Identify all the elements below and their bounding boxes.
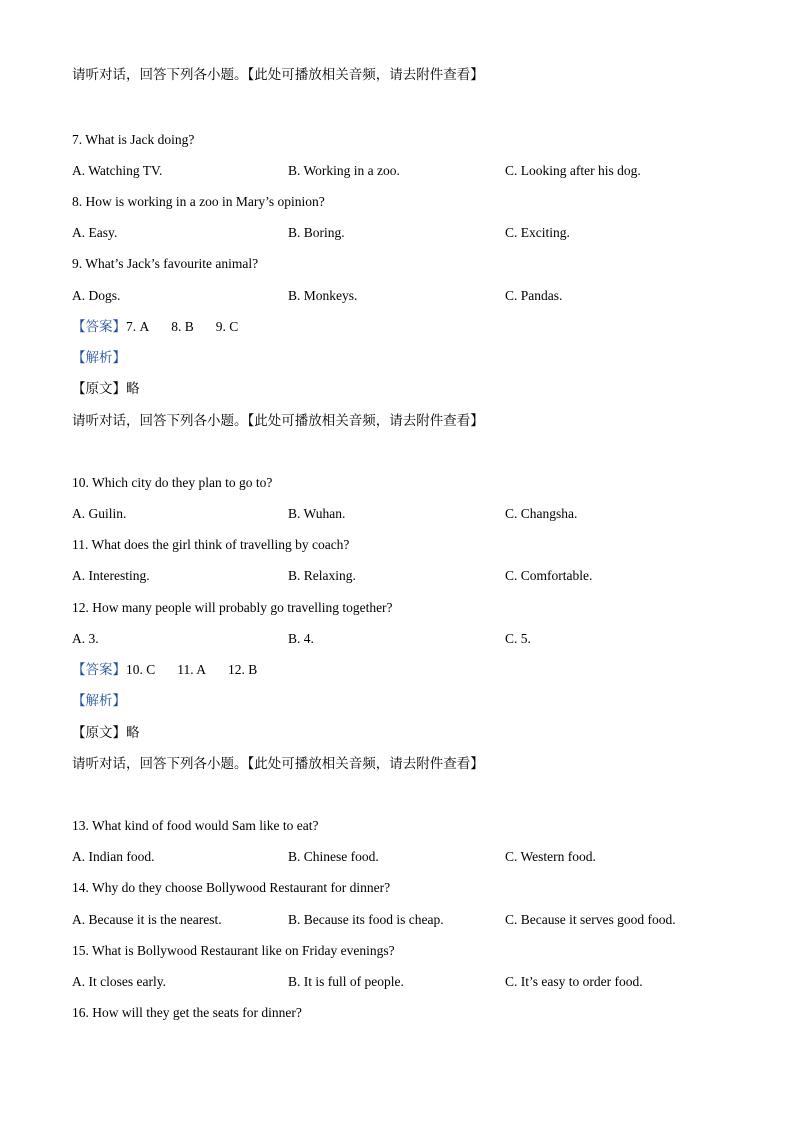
analysis-line-2 <box>72 692 126 710</box>
option-14c: C. Because it serves good food. <box>505 912 676 927</box>
option-13a: A. Indian food. <box>72 849 155 864</box>
option-7a: A. Watching TV. <box>72 163 163 178</box>
question-14: 14. Why do they choose Bollywood Restaurant for dinner? <box>72 880 391 895</box>
answer-line-2 <box>72 661 279 679</box>
option-9b: B. Monkeys. <box>288 288 358 303</box>
original-line-2 <box>72 724 140 742</box>
option-10a: A. Guilin. <box>72 506 127 521</box>
option-13c: C. Western food. <box>505 849 596 864</box>
option-11b: B. Relaxing. <box>288 568 356 583</box>
question-12: 12. How many people will probably go travelling together? <box>72 600 393 615</box>
original-label: 【原文】 <box>72 725 126 741</box>
answer-8: 8. B <box>171 319 194 334</box>
question-13: 13. What kind of food would Sam like to eat? <box>72 818 319 833</box>
question-9: 9. What’s Jack’s favourite animal? <box>72 256 259 271</box>
analysis-label: 【解析】 <box>72 350 126 366</box>
option-9a: A. Dogs. <box>72 288 121 303</box>
option-8c: C. Exciting. <box>505 225 570 240</box>
option-10b: B. Wuhan. <box>288 506 346 521</box>
option-15c: C. It’s easy to order food. <box>505 974 643 989</box>
answer-line-1 <box>72 318 260 336</box>
intro-instruction-3: 请听对话，回答下列各小题。【此处可播放相关音频，请去附件查看】 <box>72 756 484 772</box>
option-11a: A. Interesting. <box>72 568 150 583</box>
intro-instruction-2: 请听对话，回答下列各小题。【此处可播放相关音频，请去附件查看】 <box>72 413 484 429</box>
answer-10: 10. C <box>126 662 156 677</box>
option-7b: B. Working in a zoo. <box>288 163 400 178</box>
original-label: 【原文】 <box>72 381 126 397</box>
question-7: 7. What is Jack doing? <box>72 132 195 147</box>
answer-7: 7. A <box>126 319 150 334</box>
option-9c: C. Pandas. <box>505 288 563 303</box>
question-11: 11. What does the girl think of travelling by coach? <box>72 537 350 552</box>
option-7c: C. Looking after his dog. <box>505 163 641 178</box>
option-10c: C. Changsha. <box>505 506 578 521</box>
original-line-1 <box>72 380 140 398</box>
option-11c: C. Comfortable. <box>505 568 593 583</box>
option-12c: C. 5. <box>505 631 531 646</box>
original-text: 略 <box>126 381 140 397</box>
answer-12: 12. B <box>228 662 258 677</box>
original-text: 略 <box>126 725 140 741</box>
option-15b: B. It is full of people. <box>288 974 404 989</box>
option-8a: A. Easy. <box>72 225 118 240</box>
question-8: 8. How is working in a zoo in Mary’s opinion? <box>72 194 325 209</box>
question-10: 10. Which city do they plan to go to? <box>72 475 273 490</box>
answer-label: 【答案】 <box>72 319 126 335</box>
answer-label: 【答案】 <box>72 662 126 678</box>
analysis-label: 【解析】 <box>72 693 126 709</box>
option-13b: B. Chinese food. <box>288 849 379 864</box>
analysis-line-1 <box>72 349 126 367</box>
answer-9: 9. C <box>215 319 239 334</box>
option-14b: B. Because its food is cheap. <box>288 912 444 927</box>
intro-instruction: 请听对话，回答下列各小题。【此处可播放相关音频，请去附件查看】 <box>72 67 484 83</box>
option-12b: B. 4. <box>288 631 314 646</box>
option-12a: A. 3. <box>72 631 99 646</box>
option-15a: A. It closes early. <box>72 974 166 989</box>
option-8b: B. Boring. <box>288 225 345 240</box>
question-15: 15. What is Bollywood Restaurant like on Friday evenings? <box>72 943 395 958</box>
question-16: 16. How will they get the seats for dinner? <box>72 1005 302 1020</box>
answer-11: 11. A <box>177 662 207 677</box>
option-14a: A. Because it is the nearest. <box>72 912 222 927</box>
